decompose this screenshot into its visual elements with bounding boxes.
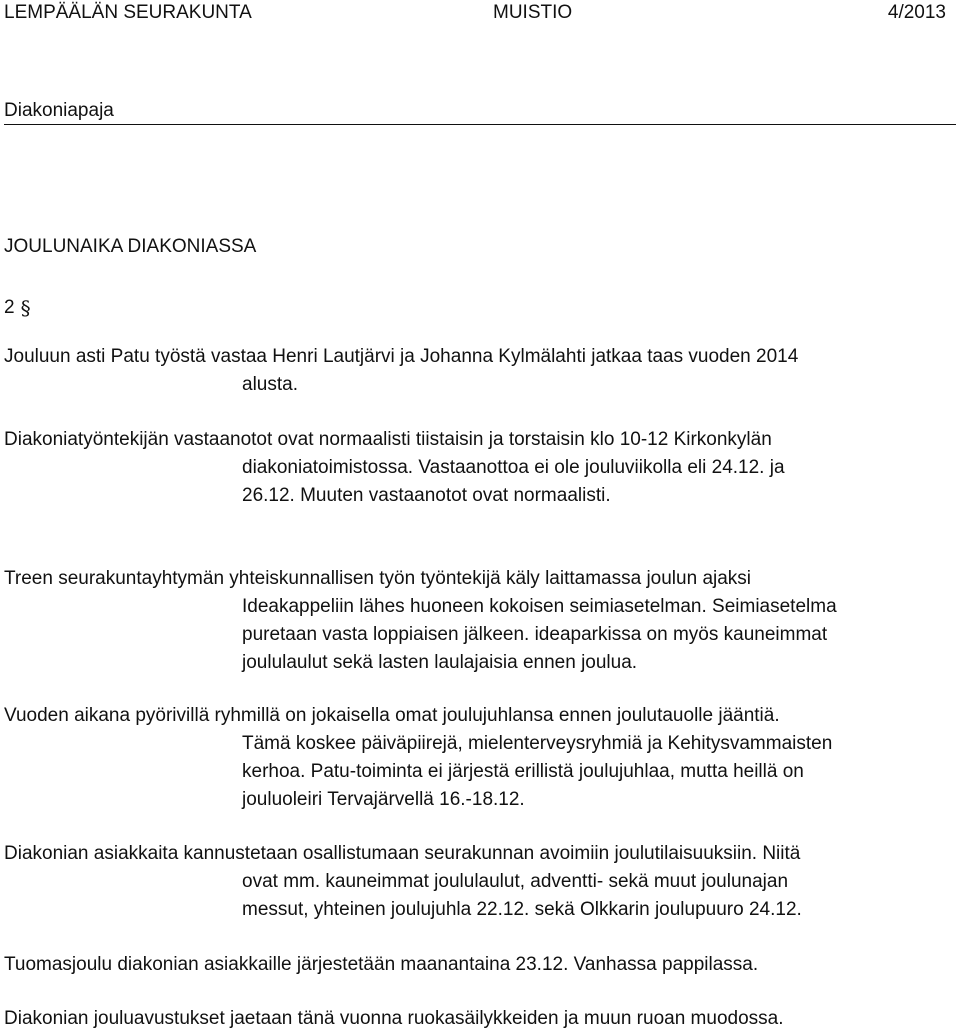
document-title: JOULUNAIKA DIAKONIASSA [4, 236, 257, 257]
section-title: Diakoniapaja [4, 100, 114, 121]
paragraph-line: Diakonian asiakkaita kannustetaan osallistumaan seurakunnan avoimiin joulutilaisuuksiin. Niitä [4, 843, 801, 864]
paragraph-line: jouluoleiri Tervajärvellä 16.-18.12. [242, 789, 525, 810]
section-divider [4, 124, 956, 125]
paragraph-line: Vuoden aikana pyörivillä ryhmillä on jokaisella omat joulujuhlansa ennen joulutauolle jääntiä. [4, 705, 780, 726]
organization-name: LEMPÄÄLÄN SEURAKUNTA [4, 2, 252, 23]
paragraph-line: diakoniatoimistossa. Vastaanottoa ei ole jouluviikolla eli 24.12. ja [242, 457, 785, 478]
paragraph-line: ovat mm. kauneimmat joululaulut, adventti- sekä muut joulunajan [242, 871, 789, 892]
paragraph-line: joululaulut sekä lasten laulajaisia ennen joulua. [242, 652, 638, 673]
section-number-line [4, 294, 31, 319]
paragraph-tuomasjoulu [4, 951, 954, 979]
paragraph-line: Tämä koskee päiväpiirejä, mielenterveysryhmiä ja Kehitysvammaisten [242, 733, 833, 754]
section-symbol: § [20, 296, 31, 320]
paragraph-line: Ideakappeliin lähes huoneen kokoisen seimiasetelman. Seimiasetelma [242, 596, 837, 617]
paragraph-line: Tuomasjoulu diakonian asiakkaille järjestetään maanantaina 23.12. Vanhassa pappilassa. [4, 954, 759, 975]
document-number: 4/2013 [887, 2, 946, 23]
section-number: 2 [4, 297, 15, 318]
document-type: MUISTIO [493, 2, 573, 23]
paragraph-line: messut, yhteinen joulujuhla 22.12. sekä Olkkarin joulupuuro 24.12. [242, 899, 802, 920]
paragraph-line: kerhoa. Patu-toiminta ei järjestä erillistä joulujuhlaa, mutta heillä on [242, 761, 804, 782]
paragraph-line: Diakoniatyöntekijän vastaanotot ovat normaalisti tiistaisin ja torstaisin klo 10-12 Kirkonkylän [4, 429, 772, 450]
paragraph-line: Diakonian jouluavustukset jaetaan tänä vuonna ruokasäilykkeiden ja muun ruoan muodossa. [4, 1008, 784, 1029]
paragraph-christmas-aid [4, 1005, 954, 1033]
paragraph-line: Jouluun asti Patu työstä vastaa Henri Lautjärvi ja Johanna Kylmälahti jatkaa taas vuoden 2014 [4, 346, 799, 367]
paragraph-line: Treen seurakuntayhtymän yhteiskunnallisen työn työntekijä käly laittamassa joulun ajaksi [4, 568, 752, 589]
paragraph-patu [4, 343, 954, 399]
paragraph-line: 26.12. Muuten vastaanotot ovat normaalisti. [242, 485, 611, 506]
paragraph-christmas-events [4, 840, 954, 924]
paragraph-group-parties [4, 702, 954, 814]
paragraph-line: alusta. [242, 374, 298, 395]
paragraph-nativity-scene [4, 565, 954, 677]
page-header [4, 2, 956, 26]
paragraph-line: puretaan vasta loppiaisen jälkeen. ideaparkissa on myös kauneimmat [242, 624, 828, 645]
paragraph-reception-hours [4, 426, 954, 510]
